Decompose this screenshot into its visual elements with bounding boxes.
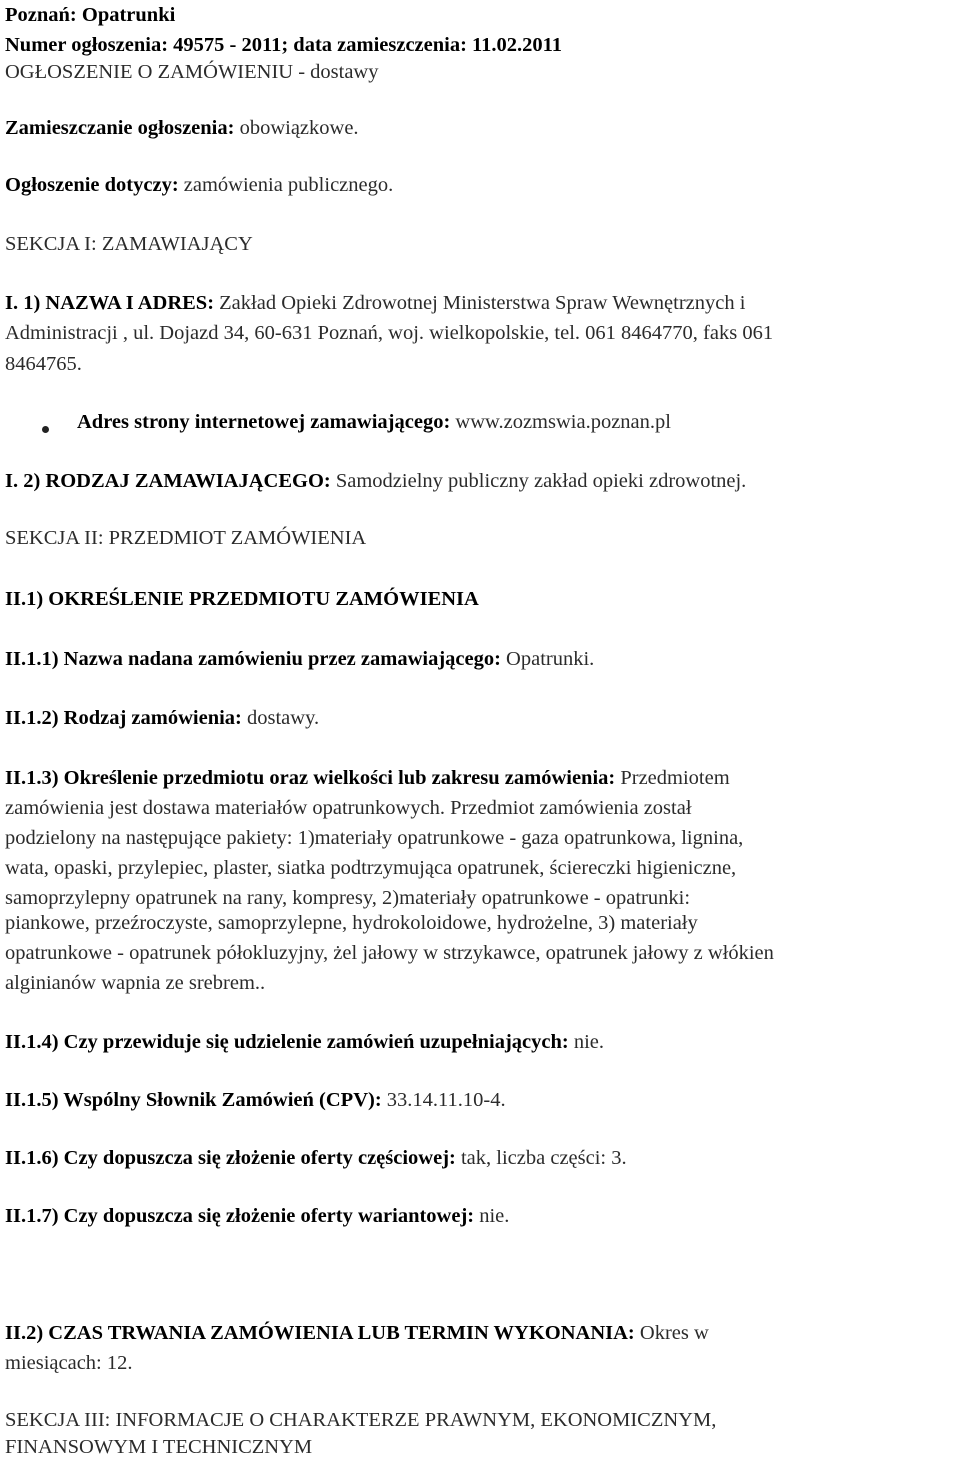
subject-name-value: Opatrunki. <box>506 648 595 670</box>
order-kind-value: dostawy. <box>247 707 320 729</box>
contracting-name-value: Zakład Opieki Zdrowotnej Ministerstwa Spraw Wewnętrznych i <box>219 292 746 314</box>
order-kind-line <box>5 703 319 734</box>
cpv-label: II.1.5) Wspólny Słownik Zamówień (CPV): <box>5 1089 382 1111</box>
subject-name-label: II.1.1) Nazwa nadana zamówieniu przez zamawiającego: <box>5 648 501 670</box>
announcement-type: OGŁOSZENIE O ZAMÓWIENIU - dostawy <box>5 61 379 83</box>
contracting-type-line <box>5 466 746 497</box>
website-line <box>77 407 671 438</box>
cpv-value: 33.14.11.10-4. <box>386 1089 506 1111</box>
duration-label: II.2) CZAS TRWANIA ZAMÓWIENIA LUB TERMIN WYKONANIA: <box>5 1322 635 1344</box>
placement-label: Zamieszczanie ogłoszenia: <box>5 117 235 139</box>
placement-value: obowiązkowe. <box>239 117 359 139</box>
website-label: Adres strony internetowej zamawiającego: <box>77 411 451 433</box>
scope-line-7: opatrunkowe - opatrunek półokluzyjny, żel jałowy w strzykawce, opatrunek jałowy z włókien <box>5 942 774 964</box>
concerns-line <box>5 170 393 201</box>
concerns-value: zamówienia publicznego. <box>183 174 394 196</box>
contracting-name-line-1 <box>5 288 745 319</box>
variant-offer-line <box>5 1201 509 1232</box>
scope-label: II.1.3) Określenie przedmiotu oraz wielkości lub zakresu zamówienia: <box>5 767 616 789</box>
order-kind-label: II.1.2) Rodzaj zamówienia: <box>5 707 242 729</box>
variant-offer-value: nie. <box>479 1205 510 1227</box>
scope-line-4: wata, opaski, przylepiec, plaster, siatka podtrzymująca opatrunek, ściereczki higieniczne, <box>5 857 737 879</box>
contracting-type-value: Samodzielny publiczny zakład opieki zdrowotnej. <box>335 470 747 492</box>
contracting-name-line-3: 8464765. <box>5 353 82 375</box>
scope-value-start: Przedmiotem <box>620 767 730 789</box>
cpv-line <box>5 1085 506 1116</box>
contracting-name-line-2: Administracji , ul. Dojazd 34, 60-631 Poznań, woj. wielkopolskie, tel. 061 8464770, faks 061 <box>5 322 774 344</box>
partial-offer-line <box>5 1143 627 1174</box>
contracting-name-label: I. 1) NAZWA I ADRES: <box>5 292 215 314</box>
partial-offer-value: tak, liczba części: 3. <box>460 1147 627 1169</box>
announcement-number: Numer ogłoszenia: 49575 - 2011; data zamieszczenia: 11.02.2011 <box>5 34 563 56</box>
section-3-title-line-2: FINANSOWYM I TECHNICZNYM <box>5 1436 313 1458</box>
section-3-title-line-1: SEKCJA III: INFORMACJE O CHARAKTERZE PRAWNYM, EKONOMICZNYM, <box>5 1409 717 1431</box>
supplementary-orders-line <box>5 1027 604 1058</box>
section-2-title: SEKCJA II: PRZEDMIOT ZAMÓWIENIA <box>5 527 367 549</box>
duration-line-1 <box>5 1318 709 1349</box>
duration-line-2: miesiącach: 12. <box>5 1352 133 1374</box>
concerns-label: Ogłoszenie dotyczy: <box>5 174 179 196</box>
supplementary-orders-label: II.1.4) Czy przewiduje się udzielenie zamówień uzupełniających: <box>5 1031 569 1053</box>
scope-line-5: samoprzylepny opatrunek na rany, kompresy, 2)materiały opatrunkowe - opatrunki: <box>5 887 691 909</box>
supplementary-orders-value: nie. <box>573 1031 604 1053</box>
variant-offer-label: II.1.7) Czy dopuszcza się złożenie oferty wariantowej: <box>5 1205 475 1227</box>
bullet-icon <box>42 426 49 433</box>
scope-line-2: zamówienia jest dostawa materiałów opatrunkowych. Przedmiot zamówienia został <box>5 797 692 819</box>
duration-value-start: Okres w <box>639 1322 709 1344</box>
contracting-type-label: I. 2) RODZAJ ZAMAWIAJĄCEGO: <box>5 470 331 492</box>
scope-line-3: podzielony na następujące pakiety: 1)materiały opatrunkowe - gaza opatrunkowa, lignina, <box>5 827 744 849</box>
subject-name-line <box>5 644 594 675</box>
scope-line-6: piankowe, przeźroczyste, samoprzylepne, hydrokoloidowe, hydrożelne, 3) materiały <box>5 912 698 934</box>
section-1-title: SEKCJA I: ZAMAWIAJĄCY <box>5 233 253 255</box>
scope-line-1 <box>5 763 730 794</box>
placement-line <box>5 113 359 144</box>
website-value: www.zozmswia.poznan.pl <box>455 411 671 433</box>
subject-heading: II.1) OKREŚLENIE PRZEDMIOTU ZAMÓWIENIA <box>5 588 479 610</box>
document-title: Poznań: Opatrunki <box>5 4 176 26</box>
partial-offer-label: II.1.6) Czy dopuszcza się złożenie oferty częściowej: <box>5 1147 456 1169</box>
scope-line-8: alginianów wapnia ze srebrem.. <box>5 972 266 994</box>
